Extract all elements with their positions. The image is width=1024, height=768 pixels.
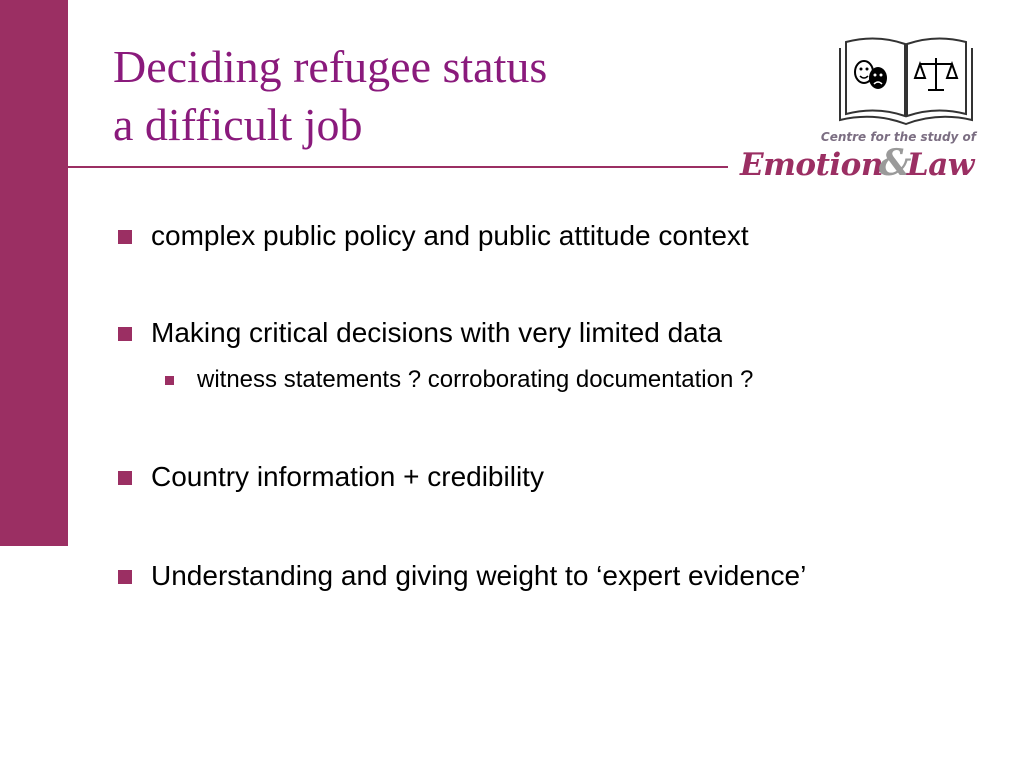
left-accent-bar bbox=[0, 0, 68, 546]
square-bullet-icon bbox=[118, 471, 132, 485]
logo-ampersand: & bbox=[878, 142, 911, 184]
logo-caption: Centre for the study of bbox=[820, 130, 976, 144]
logo-wordmark bbox=[740, 142, 974, 184]
sub-bullet-text: witness statements ? corroborating documentation ? bbox=[197, 366, 754, 393]
bullet-text: Making critical decisions with very limited data bbox=[151, 317, 723, 348]
small-square-bullet-icon bbox=[165, 376, 174, 385]
emotion-law-logo bbox=[734, 34, 984, 184]
logo-word-law: Law bbox=[906, 147, 974, 183]
square-bullet-icon bbox=[118, 570, 132, 584]
title-line-2: a difficult job bbox=[113, 99, 363, 150]
logo-word-emotion: Emotion bbox=[739, 147, 883, 183]
square-bullet-icon bbox=[118, 230, 132, 244]
square-bullet-icon bbox=[118, 327, 132, 341]
bullet-text: Understanding and giving weight to ‘expert evidence’ bbox=[151, 560, 807, 591]
slide-title bbox=[113, 38, 547, 154]
open-book-icon bbox=[836, 34, 976, 129]
bullet-text: complex public policy and public attitude context bbox=[151, 220, 749, 251]
bullet-text: Country information + credibility bbox=[151, 461, 544, 492]
title-divider bbox=[68, 166, 728, 168]
title-line-1: Deciding refugee status bbox=[113, 41, 548, 92]
